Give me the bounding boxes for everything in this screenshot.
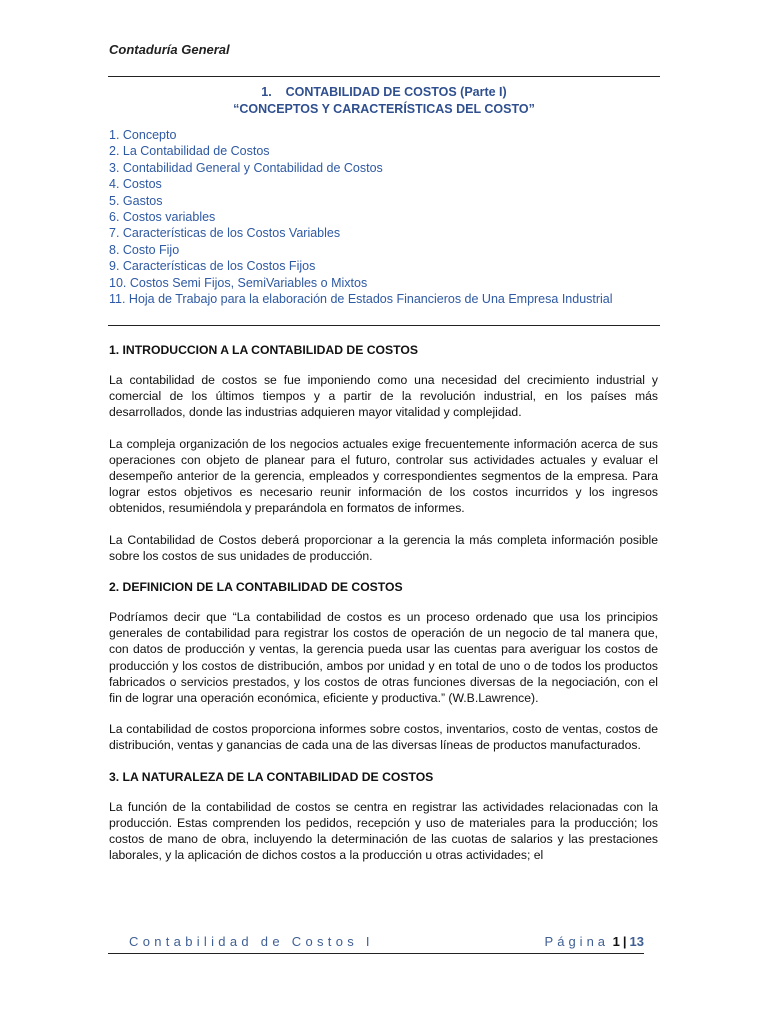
toc-link-costos-variables[interactable]: 6. Costos variables	[109, 210, 216, 225]
toc-link-general-vs-costos[interactable]: 3. Contabilidad General y Contabilidad de Costos	[109, 160, 383, 175]
section-title-definicion: 2. DEFINICION DE LA CONTABILIDAD DE COSTOS	[109, 580, 403, 595]
header-rule	[108, 76, 660, 77]
table-of-contents	[109, 127, 669, 307]
toc-link-caracteristicas-fijos[interactable]: 9. Características de los Costos Fijos	[109, 259, 316, 274]
toc-link-contabilidad-costos[interactable]: 2. La Contabilidad de Costos	[109, 144, 270, 159]
paragraph: La función de la contabilidad de costos se centra en registrar las actividades relacionadas con la producción. Estas comprenden los pedidos, recepción y uso de materiales para la producción; los costos de mano de obra, incluyendo la determinación de las cuotas de salarios y las prestaciones laborales, y la aplicación de dichos costos a la producción u otras actividades; el	[109, 799, 658, 863]
toc-link-caracteristicas-variables[interactable]: 7. Características de los Costos Variables	[109, 226, 341, 241]
paragraph: La compleja organización de los negocios actuales exige frecuentemente información acerca de sus operaciones con objeto de planear para el futuro, controlar sus actividades actuales y evaluar el desempeño anterior de la gerencia, empleados y correspondientes segmentos de la empresa. Para lograr estos objetivos es necesario reunir información de los costos incurridos y los ingresos obtenidos, resumiéndola y preparándola en formatos de informes.	[109, 436, 658, 516]
toc-link-semi-fijos[interactable]: 10. Costos Semi Fijos, SemiVariables o Mixtos	[109, 275, 368, 290]
footer-course-title: Contabilidad de Costos I	[129, 934, 374, 949]
toc-link-hoja-de-trabajo[interactable]: 11. Hoja de Trabajo para la elaboración de Estados Financieros de Una Empresa Industrial	[109, 292, 613, 307]
paragraph: La contabilidad de costos se fue imponiendo como una necesidad del crecimiento industrial y comercial de los últimos tiempos y a partir de la revolución industrial, en los países más desarrollados, donde las industrias adquieren mayor vitalidad y complejidad.	[109, 373, 658, 420]
page-number: 1	[612, 934, 620, 949]
toc-link-costo-fijo[interactable]: 8. Costo Fijo	[109, 242, 180, 257]
page-total: 13	[629, 934, 644, 949]
document-heading	[108, 84, 660, 117]
footer-page-indicator	[545, 934, 644, 949]
running-header: Contaduría General	[109, 42, 230, 57]
toc-link-gastos[interactable]: 5. Gastos	[109, 193, 163, 208]
toc-link-costos[interactable]: 4. Costos	[109, 177, 162, 192]
heading-line-1: 1. CONTABILIDAD DE COSTOS (Parte I)	[261, 85, 507, 99]
body-content	[109, 342, 658, 878]
heading-line-2: “CONCEPTOS Y CARACTERÍSTICAS DEL COSTO”	[233, 101, 535, 116]
page-separator: |	[622, 934, 627, 949]
paragraph: Podríamos decir que “La contabilidad de costos es un proceso ordenado que usa los principios generales de contabilidad para registrar los costos de operación de un negocio de tal manera que, con datos de producción y ventas, la gerencia pueda usar las cuentas para averiguar los costos de producción y los costos de distribución, ambos por unidad y en total de uno o de todos los productos fabricados o servicios prestados, y los costos de otras funciones diversas de la negociación, con el fin de lograr una operación económica, eficiente y productiva.” (W.B.Lawrence).	[109, 610, 658, 706]
page-label: Página	[544, 934, 610, 949]
section-title-introduccion: 1. INTRODUCCION A LA CONTABILIDAD DE COSTOS	[109, 343, 418, 357]
paragraph: La contabilidad de costos proporciona informes sobre costos, inventarios, costo de ventas, costos de distribución, ventas y ganancias de cada una de las diversas líneas de productos manufacturados.	[109, 722, 658, 753]
paragraph: La Contabilidad de Costos deberá proporcionar a la gerencia la más completa información posible sobre los costos de sus unidades de producción.	[109, 532, 658, 563]
toc-divider	[108, 325, 660, 326]
section-title-naturaleza: 3. LA NATURALEZA DE LA CONTABILIDAD DE COSTOS	[109, 769, 434, 784]
toc-link-concepto[interactable]: 1. Concepto	[109, 128, 177, 142]
footer-rule	[108, 953, 644, 954]
